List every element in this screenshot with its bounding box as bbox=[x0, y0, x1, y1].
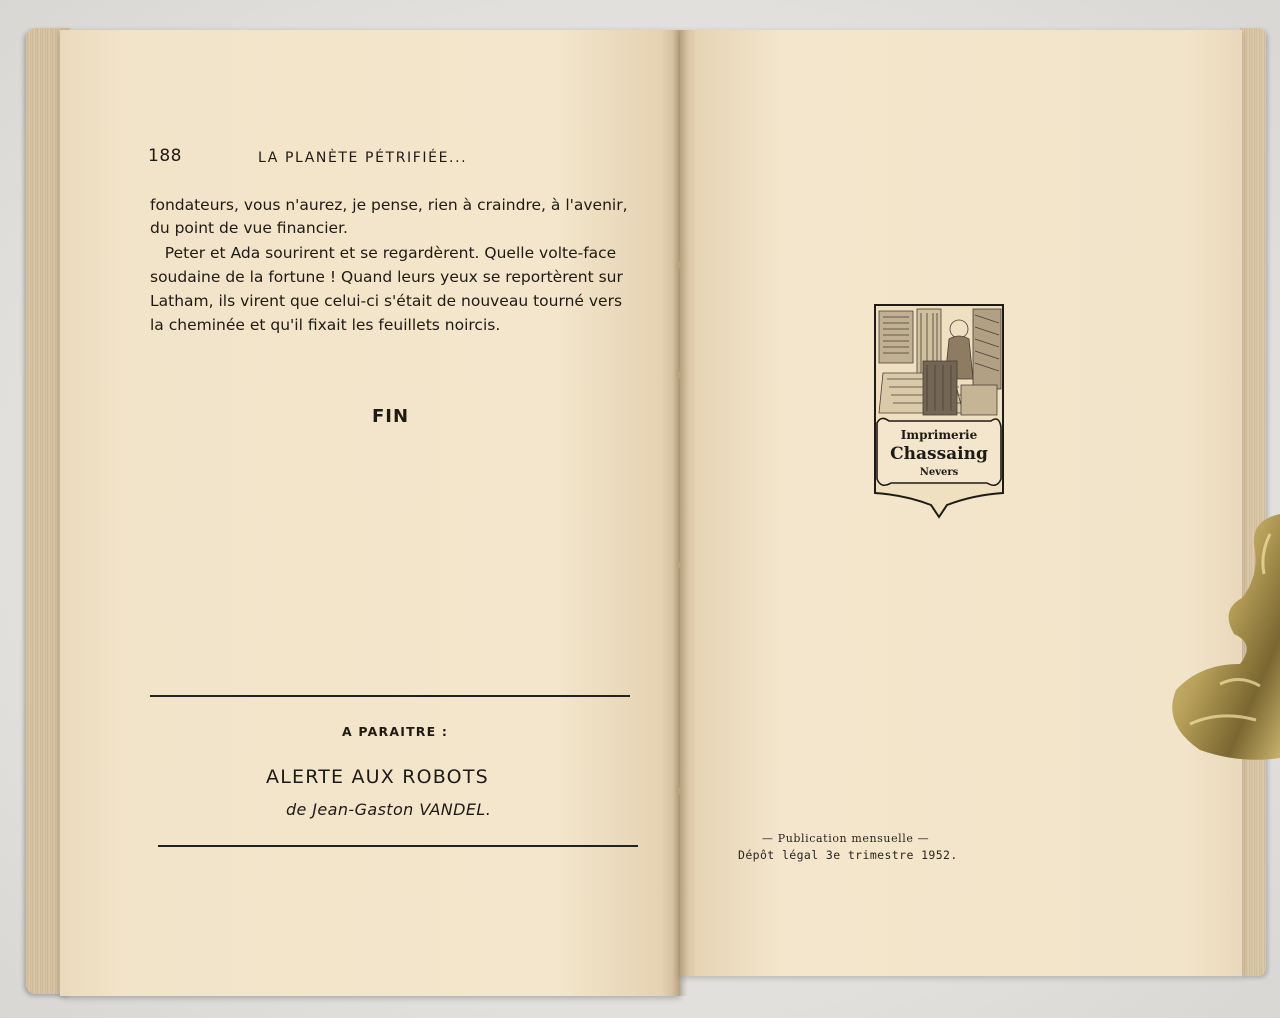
forthcoming-title: ALERTE AUX ROBOTS bbox=[266, 766, 489, 788]
emblem-text-line3: Nevers bbox=[919, 467, 959, 478]
fin-heading: FIN bbox=[372, 406, 410, 427]
text-line: Latham, ils virent que celui-ci s'était de nouveau tourné vers bbox=[150, 292, 623, 310]
divider-top bbox=[150, 695, 630, 697]
left-page bbox=[60, 30, 680, 996]
divider-bottom bbox=[158, 845, 638, 847]
binding-hole bbox=[676, 788, 682, 794]
binding-hole bbox=[676, 372, 682, 378]
brass-weight bbox=[1160, 514, 1280, 764]
book-gutter bbox=[672, 30, 688, 996]
text-line: fondateurs, vous n'aurez, je pense, rien à craindre, à l'avenir, bbox=[150, 196, 628, 214]
emblem-text-line2: Chassaing bbox=[890, 444, 988, 464]
text-line: Peter et Ada sourirent et se regardèrent. Quelle volte-face bbox=[150, 244, 617, 262]
text-line: la cheminée et qu'il fixait les feuillets noircis. bbox=[150, 316, 501, 334]
right-page-edges bbox=[1240, 28, 1266, 976]
text-line: soudaine de la fortune ! Quand leurs yeux se reportèrent sur bbox=[150, 268, 623, 286]
forthcoming-label: A PARAITRE : bbox=[342, 724, 449, 739]
emblem-text-line1: Imprimerie bbox=[900, 428, 978, 442]
publication-note: — Publication mensuelle — bbox=[762, 832, 930, 845]
text-line: du point de vue financier. bbox=[150, 219, 348, 237]
running-title: LA PLANÈTE PÉTRIFIÉE... bbox=[258, 150, 468, 166]
forthcoming-author: de Jean-Gaston VANDEL. bbox=[286, 800, 492, 819]
page-number: 188 bbox=[148, 146, 182, 166]
binding-hole bbox=[676, 262, 682, 268]
legal-deposit: Dépôt légal 3e trimestre 1952. bbox=[738, 848, 958, 862]
binding-hole bbox=[676, 562, 682, 568]
printer-emblem bbox=[873, 303, 1005, 519]
